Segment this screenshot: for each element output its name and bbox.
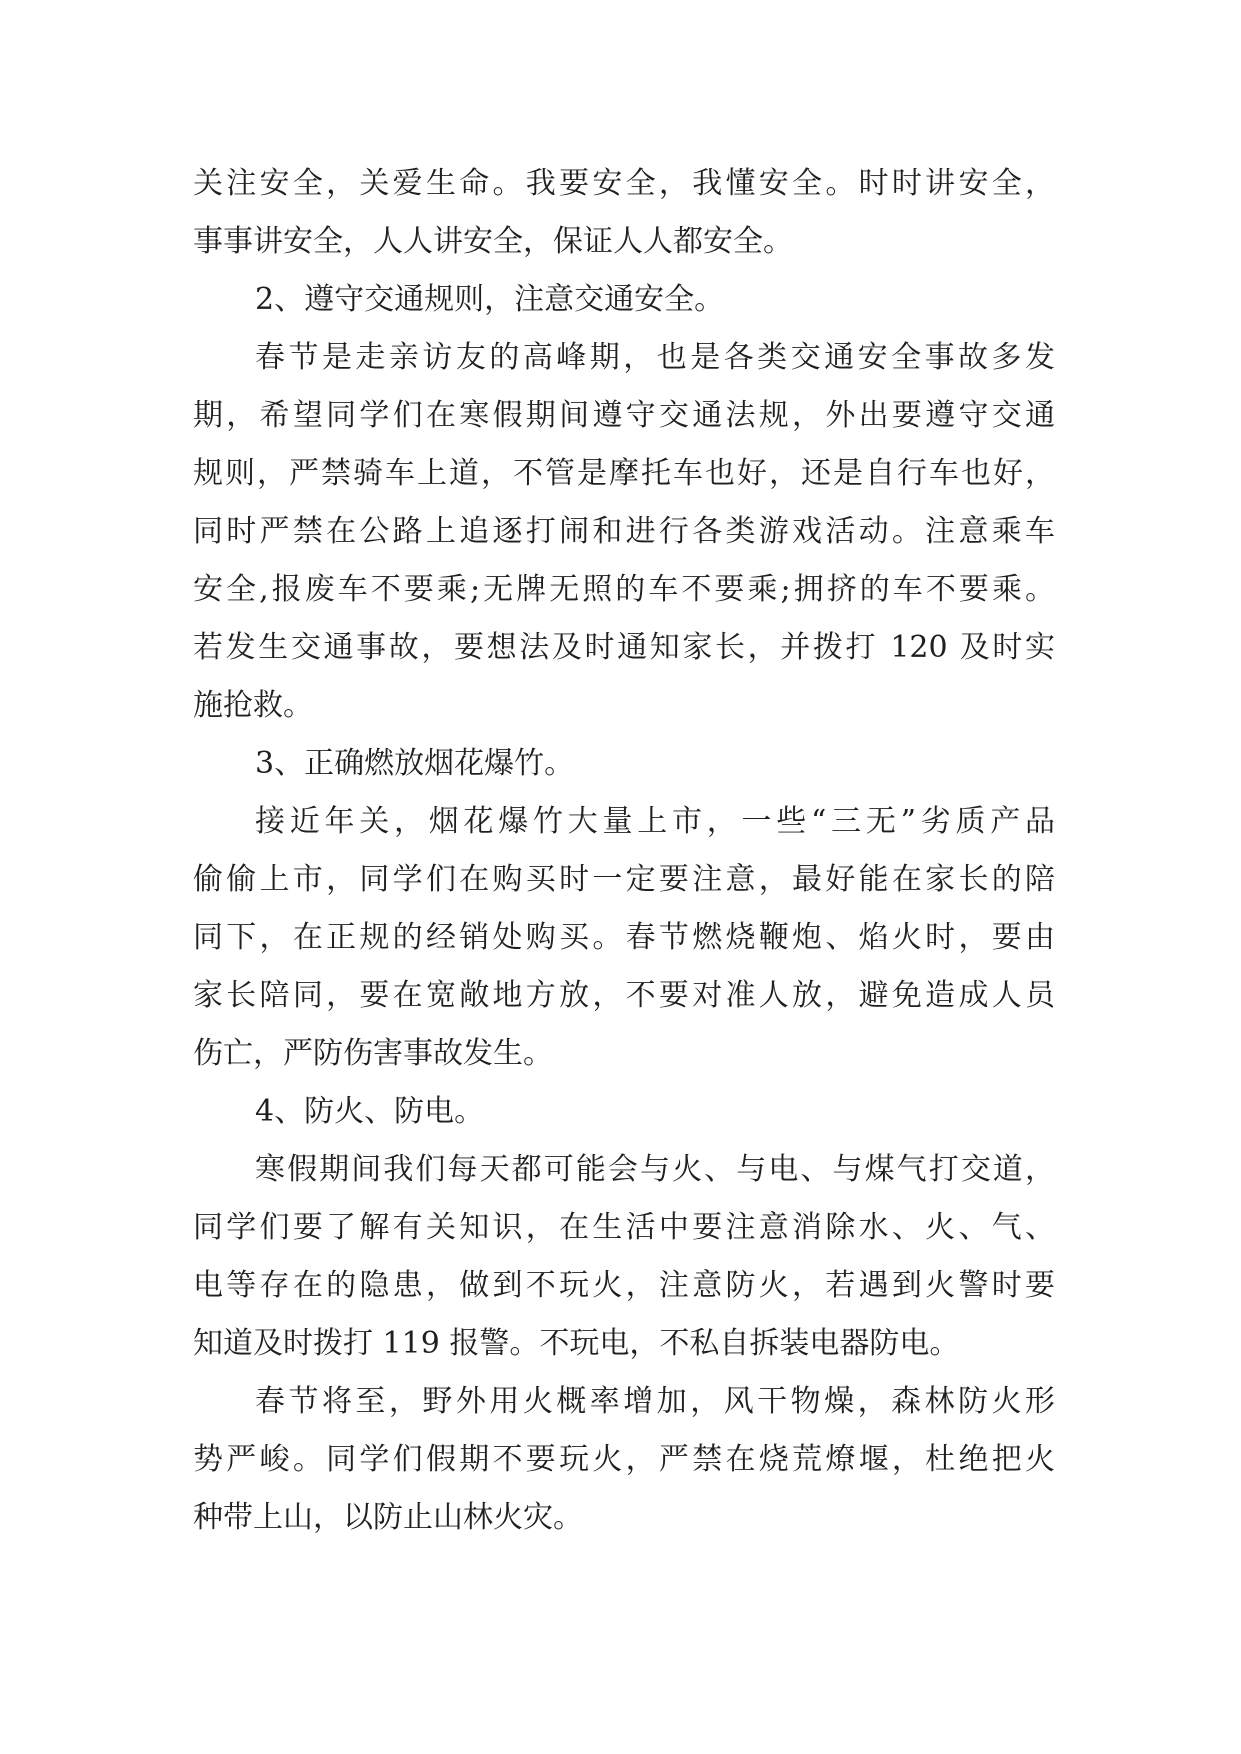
text-line: 家长陪同，要在宽敞地方放，不要对准人放，避免造成人员 [193, 978, 1055, 1013]
text-line: 事事讲安全，人人讲安全，保证人人都安全。 [193, 224, 793, 259]
text-line: 同时严禁在公路上追逐打闹和进行各类游戏活动。注意乘车 [193, 514, 1055, 549]
text-line: 安全,报废车不要乘;无牌无照的车不要乘;拥挤的车不要乘。 [193, 572, 1055, 607]
section-heading: 4、防火、防电。 [255, 1094, 485, 1129]
text-line: 同下，在正规的经销处购买。春节燃烧鞭炮、焰火时，要由 [193, 920, 1055, 955]
text-line: 春节是走亲访友的高峰期，也是各类交通安全事故多发 [255, 340, 1055, 375]
section-heading: 3、正确燃放烟花爆竹。 [255, 746, 575, 781]
text-line: 施抢救。 [193, 688, 313, 723]
text-line: 接近年关，烟花爆竹大量上市，一些“三无”劣质产品 [255, 804, 1055, 839]
section-heading: 2、遵守交通规则，注意交通安全。 [255, 282, 725, 317]
text-line: 电等存在的隐患，做到不玩火，注意防火，若遇到火警时要 [193, 1268, 1055, 1303]
document-page [193, 155, 1055, 1547]
text-line: 种带上山，以防止山林火灾。 [193, 1500, 583, 1535]
text-line: 期，希望同学们在寒假期间遵守交通法规，外出要遵守交通 [193, 398, 1055, 433]
text-line: 春节将至，野外用火概率增加，风干物燥，森林防火形 [255, 1384, 1055, 1419]
text-line: 伤亡，严防伤害事故发生。 [193, 1036, 553, 1071]
text-line: 同学们要了解有关知识，在生活中要注意消除水、火、气、 [193, 1210, 1055, 1245]
text-line: 偷偷上市，同学们在购买时一定要注意，最好能在家长的陪 [193, 862, 1055, 897]
text-line: 若发生交通事故，要想法及时通知家长，并拨打 120 及时实 [193, 630, 1055, 665]
text-line: 规则，严禁骑车上道，不管是摩托车也好，还是自行车也好， [193, 456, 1055, 491]
text-line: 势严峻。同学们假期不要玩火，严禁在烧荒燎堰，杜绝把火 [193, 1442, 1055, 1477]
text-line: 关注安全，关爱生命。我要安全，我懂安全。时时讲安全， [193, 166, 1055, 201]
text-line: 知道及时拨打 119 报警。不玩电，不私自拆装电器防电。 [193, 1326, 960, 1361]
text-line: 寒假期间我们每天都可能会与火、与电、与煤气打交道， [255, 1152, 1055, 1187]
